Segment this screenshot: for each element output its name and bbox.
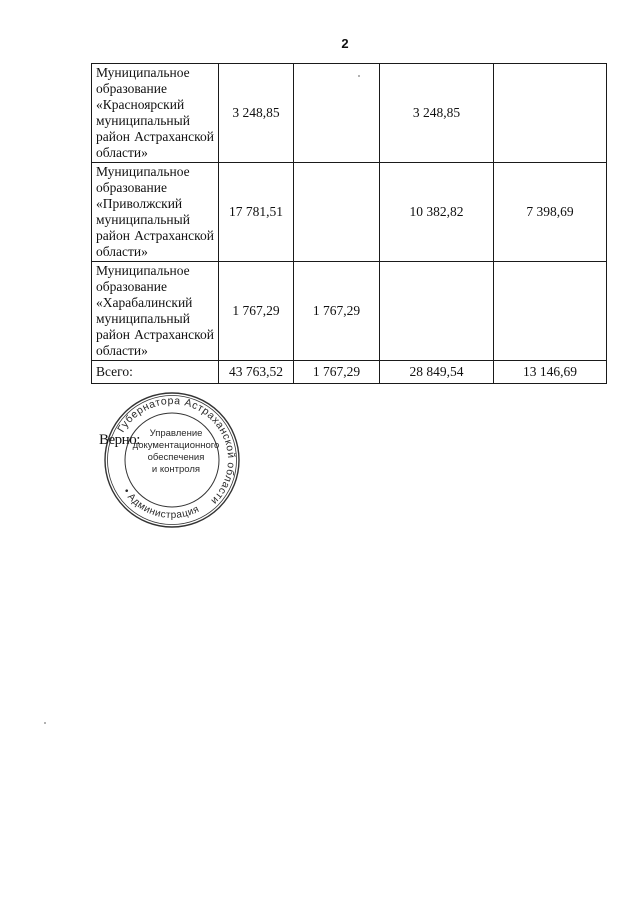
municipality-name: Муниципальное образование «Красноярский муниципальный район Астраханской области»: [92, 64, 219, 163]
table-row: [92, 163, 607, 262]
seal-line: документационного: [132, 440, 220, 451]
seal-line: обеспечения: [147, 452, 205, 463]
scan-speck: [44, 722, 46, 724]
scan-speck: [358, 75, 360, 77]
value-cell: 1 767,29: [294, 262, 380, 361]
total-value: 43 763,52: [219, 361, 294, 384]
seal-line: Управление: [149, 428, 203, 439]
total-value: 13 146,69: [494, 361, 607, 384]
seal-line: и контроля: [151, 464, 201, 475]
page-number: 2: [341, 36, 349, 51]
total-label: Всего:: [92, 361, 219, 384]
total-value: 28 849,54: [380, 361, 494, 384]
total-value: 1 767,29: [294, 361, 380, 384]
seal-inner-text: [126, 428, 226, 476]
value-cell: 17 781,51: [219, 163, 294, 262]
seal-ring-text-bottom: • Администрация: [120, 486, 202, 522]
verno-signature: Верно:: [99, 432, 140, 448]
value-cell: [380, 262, 494, 361]
value-cell: 10 382,82: [380, 163, 494, 262]
seal-ring-text: Губернатора Астраханской области: [115, 394, 238, 508]
table-row: [92, 64, 607, 163]
value-cell: [494, 64, 607, 163]
budget-table: [91, 63, 607, 384]
value-cell: 7 398,69: [494, 163, 607, 262]
value-cell: 3 248,85: [380, 64, 494, 163]
total-row: [92, 361, 607, 384]
municipality-name: Муниципальное образование «Харабалинский муниципальный район Астраханской области»: [92, 262, 219, 361]
value-cell: 1 767,29: [219, 262, 294, 361]
value-cell: 3 248,85: [219, 64, 294, 163]
value-cell: [294, 64, 380, 163]
official-seal: [102, 390, 242, 530]
value-cell: [294, 163, 380, 262]
table-row: [92, 262, 607, 361]
municipality-name: Муниципальное образование «Приволжский муниципальный район Астраханской области»: [92, 163, 219, 262]
value-cell: [494, 262, 607, 361]
